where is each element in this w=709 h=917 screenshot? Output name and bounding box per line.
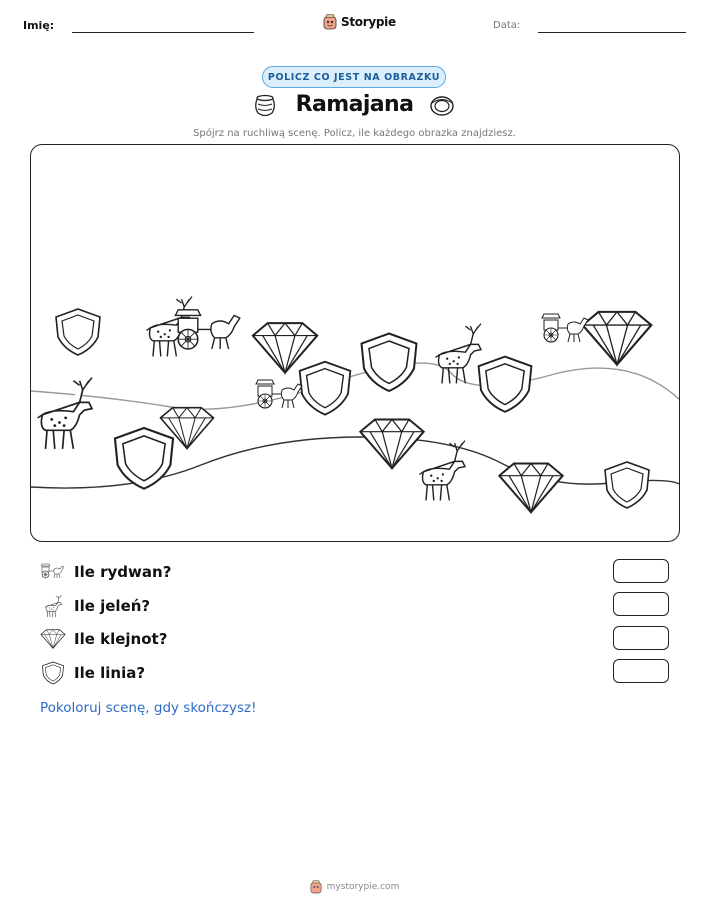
chariot-item	[256, 380, 302, 408]
answer-box-deer[interactable]	[613, 592, 669, 616]
storypie-logo-icon	[310, 880, 322, 894]
chariot-item	[542, 314, 588, 342]
name-label: Imię:	[23, 19, 55, 32]
page-title: Ramajana	[295, 92, 414, 117]
question-shield	[40, 661, 145, 685]
deer-icon	[40, 594, 66, 618]
coloring-note: Pokoloruj scenę, gdy skończysz!	[40, 700, 257, 716]
ring-icon	[429, 94, 455, 118]
date-label: Data:	[493, 20, 521, 31]
counting-scene	[30, 144, 680, 542]
shield-item	[479, 357, 532, 412]
site-url[interactable]: mystorypie.com	[326, 882, 400, 892]
question-chariot	[40, 560, 171, 584]
deer-item	[38, 378, 92, 449]
date-line[interactable]	[538, 32, 686, 33]
site-footer	[0, 880, 709, 894]
question-deer	[40, 594, 150, 618]
instructions: Spójrz na ruchliwą scenę. Policz, ile każdego obrazka znajdziesz.	[193, 128, 516, 139]
shield-item	[300, 362, 351, 415]
answer-box-gem[interactable]	[613, 626, 669, 650]
shield-item	[605, 462, 649, 508]
deer-item	[436, 324, 482, 384]
name-line[interactable]	[72, 32, 254, 33]
shield-item	[362, 334, 417, 392]
chariot-item	[175, 310, 239, 349]
brand-name: Storypie	[341, 15, 396, 29]
activity-badge: POLICZ CO JEST NA OBRAZKU	[262, 66, 446, 88]
gem-item	[499, 463, 562, 512]
chariot-icon	[40, 560, 66, 584]
answer-box-shield[interactable]	[613, 659, 669, 683]
question-text: Ile jeleń?	[74, 597, 151, 615]
gem-item	[253, 323, 317, 373]
answer-box-chariot[interactable]	[613, 559, 669, 583]
gem-icon	[40, 627, 66, 651]
deer-item	[420, 441, 466, 501]
gem-item	[583, 312, 652, 365]
shield-item	[56, 309, 100, 355]
shield-item	[115, 428, 173, 489]
shield-icon	[40, 661, 66, 685]
question-text: Ile linia?	[74, 664, 146, 682]
question-text: Ile rydwan?	[74, 563, 172, 581]
storypie-logo-icon	[323, 14, 337, 30]
brand-logo	[323, 13, 396, 31]
question-gem	[40, 627, 167, 651]
gem-item	[360, 419, 423, 468]
question-text: Ile klejnot?	[74, 630, 168, 648]
